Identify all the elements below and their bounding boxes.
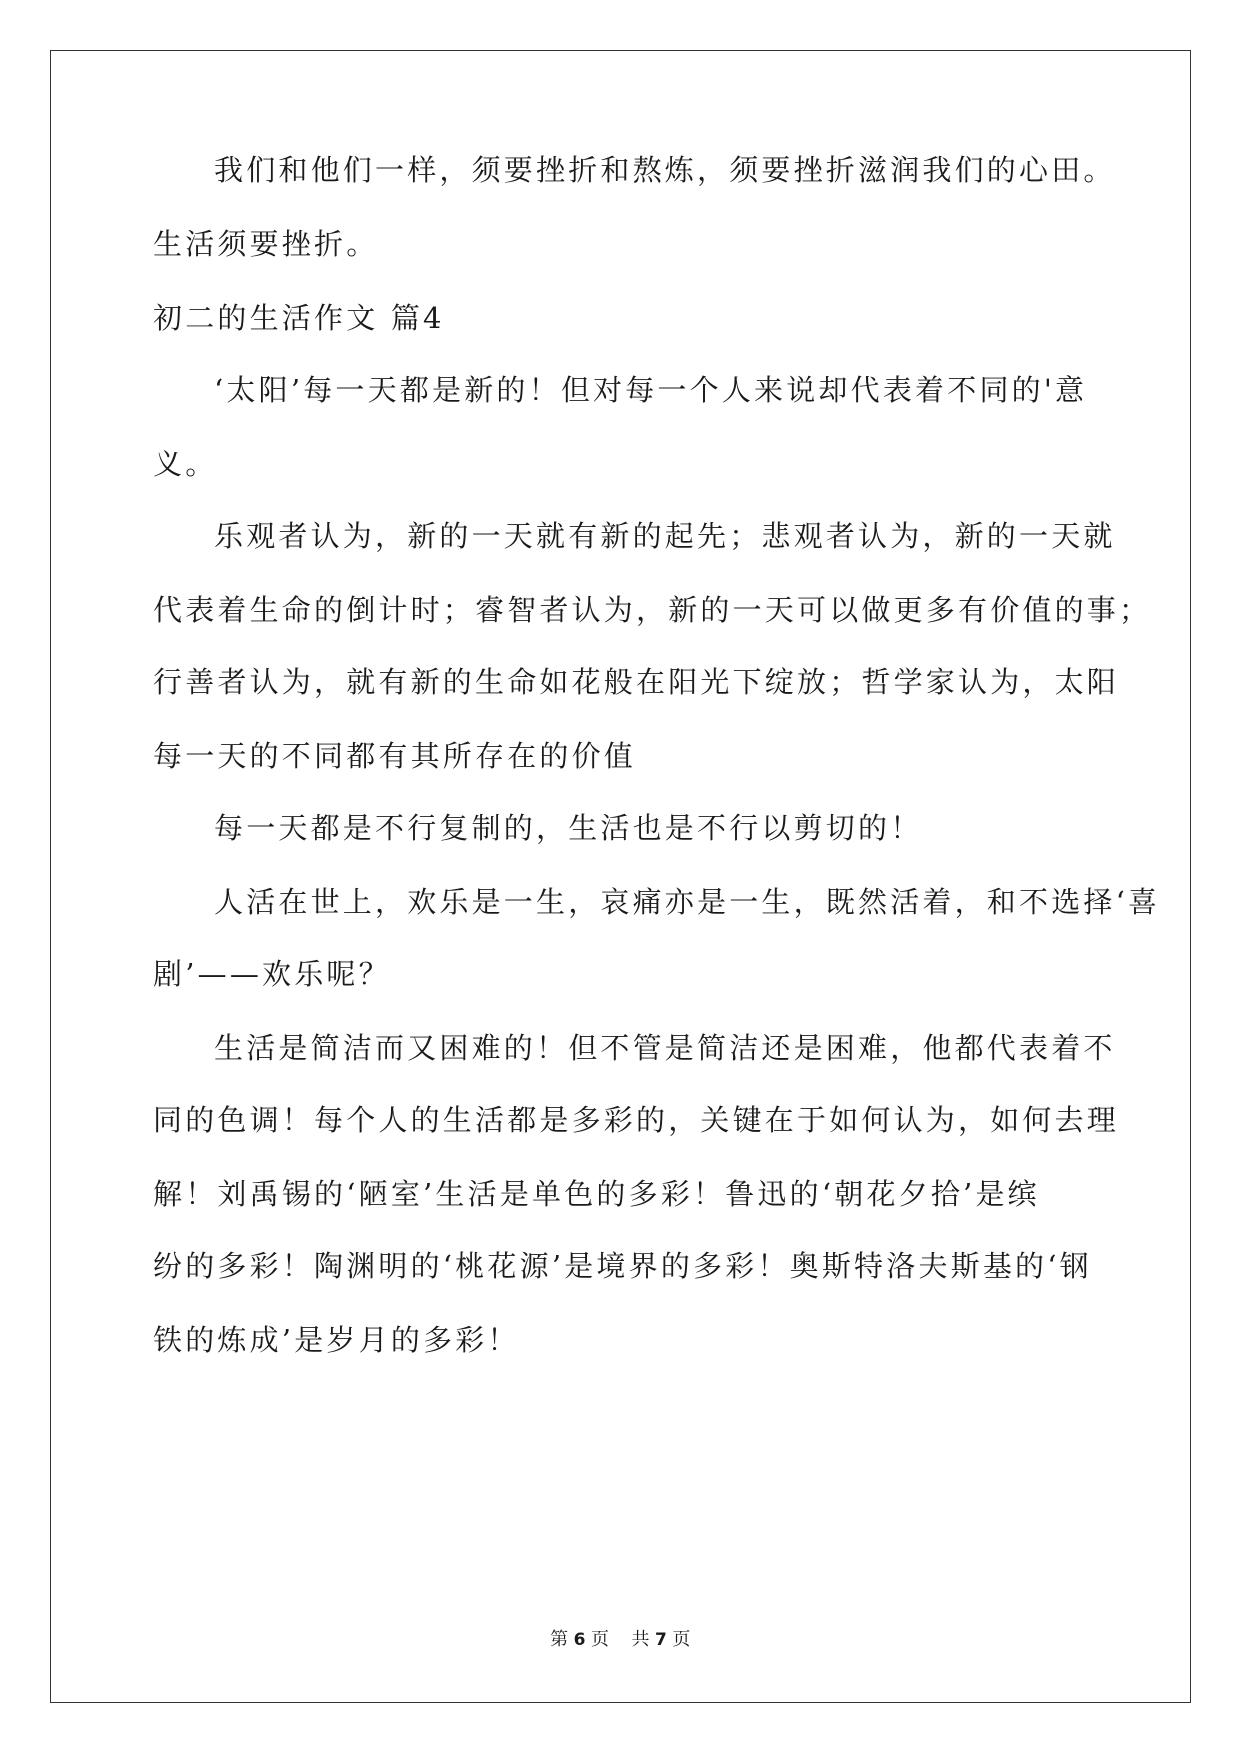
paragraph-line: 纷的多彩！陶渊明的‘桃花源’是境界的多彩！奥斯特洛夫斯基的‘钢 [153,1249,1092,1283]
section-heading: 初二的生活作文 篇4 [153,301,445,335]
paragraph-line: 行善者认为，就有新的生命如花般在阳光下绽放；哲学家认为，太阳 [153,665,1120,699]
footer-page-prefix: 第 [550,1629,569,1650]
paragraph-line: 铁的炼成’是岁月的多彩！ [153,1323,520,1357]
paragraph-line: 代表着生命的倒计时；睿智者认为，新的一天可以做更多有价值的事； [153,593,1152,627]
paragraph-line: 乐观者认为，新的一天就有新的起先；悲观者认为，新的一天就 [214,519,1116,553]
page-border [50,50,1191,1703]
footer-total-number: 7 [655,1630,668,1650]
paragraph-line: 同的色调！每个人的生活都是多彩的，关键在于如何认为，如何去理 [153,1103,1120,1137]
paragraph-line: 我们和他们一样，须要挫折和熬炼，须要挫折滋润我们的心田。 [214,153,1116,187]
footer-total-suffix: 页 [672,1629,691,1650]
paragraph-line: 每一天都是不行复制的，生活也是不行以剪切的！ [214,811,923,845]
footer-page-suffix: 页 [591,1629,610,1650]
paragraph-line: 人活在世上，欢乐是一生，哀痛亦是一生，既然活着，和不选择‘喜 [214,885,1161,919]
paragraph-line: 义。 [153,447,218,481]
paragraph-line: 每一天的不同都有其所存在的价值 [153,739,637,773]
paragraph-line: 生活须要挫折。 [153,227,379,261]
paragraph-line: 解！刘禹锡的‘陋室’生活是单色的多彩！鲁迅的‘朝花夕拾’是缤 [153,1177,1040,1211]
paragraph-line: 生活是简洁而又困难的！但不管是简洁还是困难，他都代表着不 [214,1031,1116,1065]
paragraph-line: ‘太阳’每一天都是新的！但对每一个人来说却代表着不同的'意 [214,373,1088,407]
page-footer [0,1628,1241,1652]
footer-page-number: 6 [573,1630,586,1650]
footer-total-prefix: 共 [631,1629,650,1650]
paragraph-line: 剧’——欢乐呢？ [153,957,391,991]
